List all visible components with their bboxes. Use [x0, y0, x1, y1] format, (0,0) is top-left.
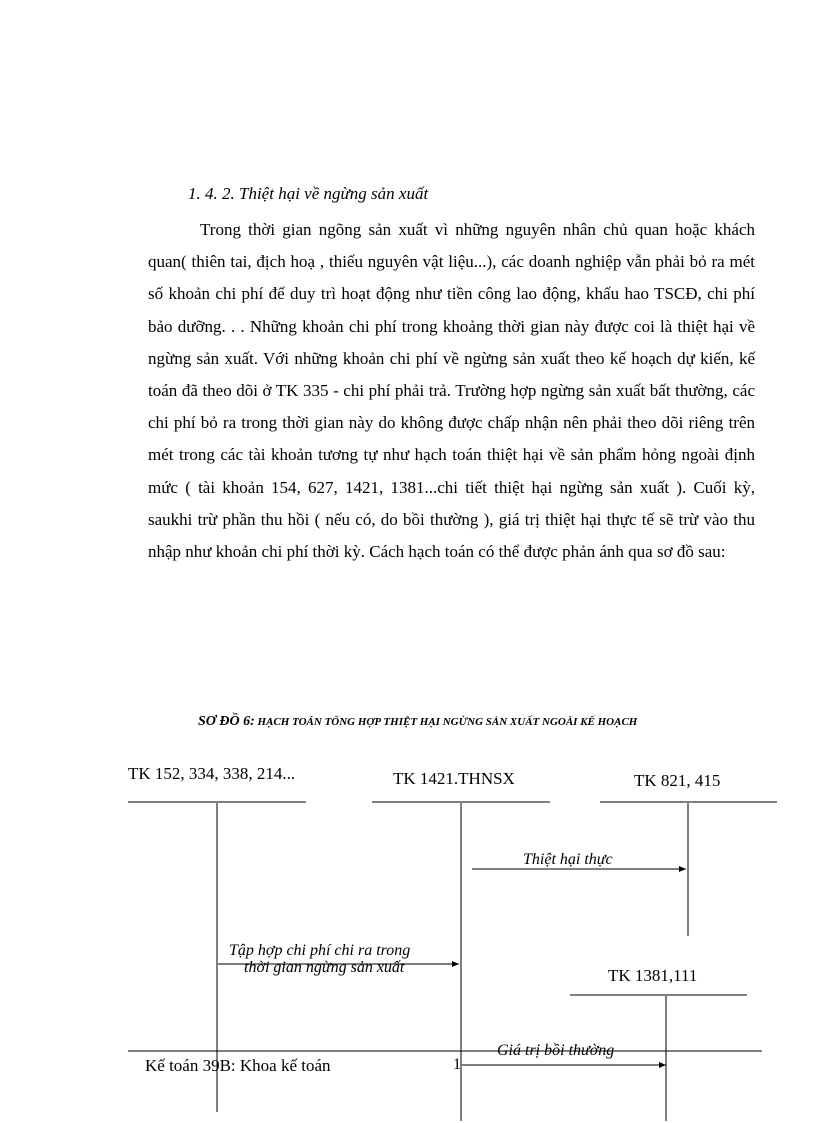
- collect-cost-label-line1: Tập hợp chi phí chi ra trong: [229, 942, 411, 959]
- diagram-title-rest: HẠCH TOÁN TỔNG HỢP THIỆT HẠI NGỪNG SẢN XUẤT NGOÀI KẾ HOẠCH: [254, 716, 638, 728]
- section-heading: 1. 4. 2. Thiệt hại về ngừng sản xuất: [188, 184, 429, 203]
- expense-account-label: TK 821, 415: [634, 771, 721, 790]
- recovery-account-label: TK 1381,111: [608, 966, 698, 985]
- collect-cost-label-line2: thời gian ngừng sản xuất: [244, 959, 405, 976]
- page-number: 1: [453, 1056, 461, 1073]
- actual-loss-label: Thiệt hại thực: [523, 851, 613, 868]
- source-account-label: TK 152, 334, 338, 214...: [128, 764, 296, 783]
- diagram-title-prefix: SƠ ĐỒ 6:: [198, 714, 255, 729]
- paragraph-text: Trong thời gian ngõng sản xuất vì những nguyên nhân chủ quan hoặc khách quan( thiên tai, địch hoạ , thiếu nguyên vật liệu...), các doanh nghiệp vẫn phải bỏ ra mét số khoản chi phí để duy trì hoạt động như tiền công lao động, khấu hao TSCĐ, chi phí bảo dưỡng. . . Những khoản chi phí trong khoảng thời gian này được coi là thiệt hại về ngừng sản xuất. Với những khoản chi phí về ngừng sản xuất theo kế hoạch dự kiến, kế toán đã theo dõi ở TK 335 - chi phí phải trả. Trường hợp ngừng sản xuất bất thường, các chi phí bỏ ra trong thời gian này do không được chấp nhận nên phải theo dõi riêng trên mét trong các tài khoản tương tự như hạch toán thiệt hại về sản phẩm hỏng ngoài định mức ( tài khoản 154, 627, 1421, 1381...chi tiết thiệt hại ngừng sản xuất ). Cuối kỳ, saukhi trừ phần thu hồi ( nếu có, do bồi thường ), giá trị thiệt hại thực tế sẽ trừ vào thu nhập như khoản chi phí thời kỳ. Cách hạch toán có thể được phản ánh qua sơ đồ sau:: [148, 220, 755, 562]
- footer-text: Kế toán 39B: Khoa kế toán: [145, 1056, 331, 1075]
- loss-account-label: TK 1421.THNSX: [393, 769, 515, 788]
- compensation-label: Giá trị bồi thường: [497, 1042, 615, 1059]
